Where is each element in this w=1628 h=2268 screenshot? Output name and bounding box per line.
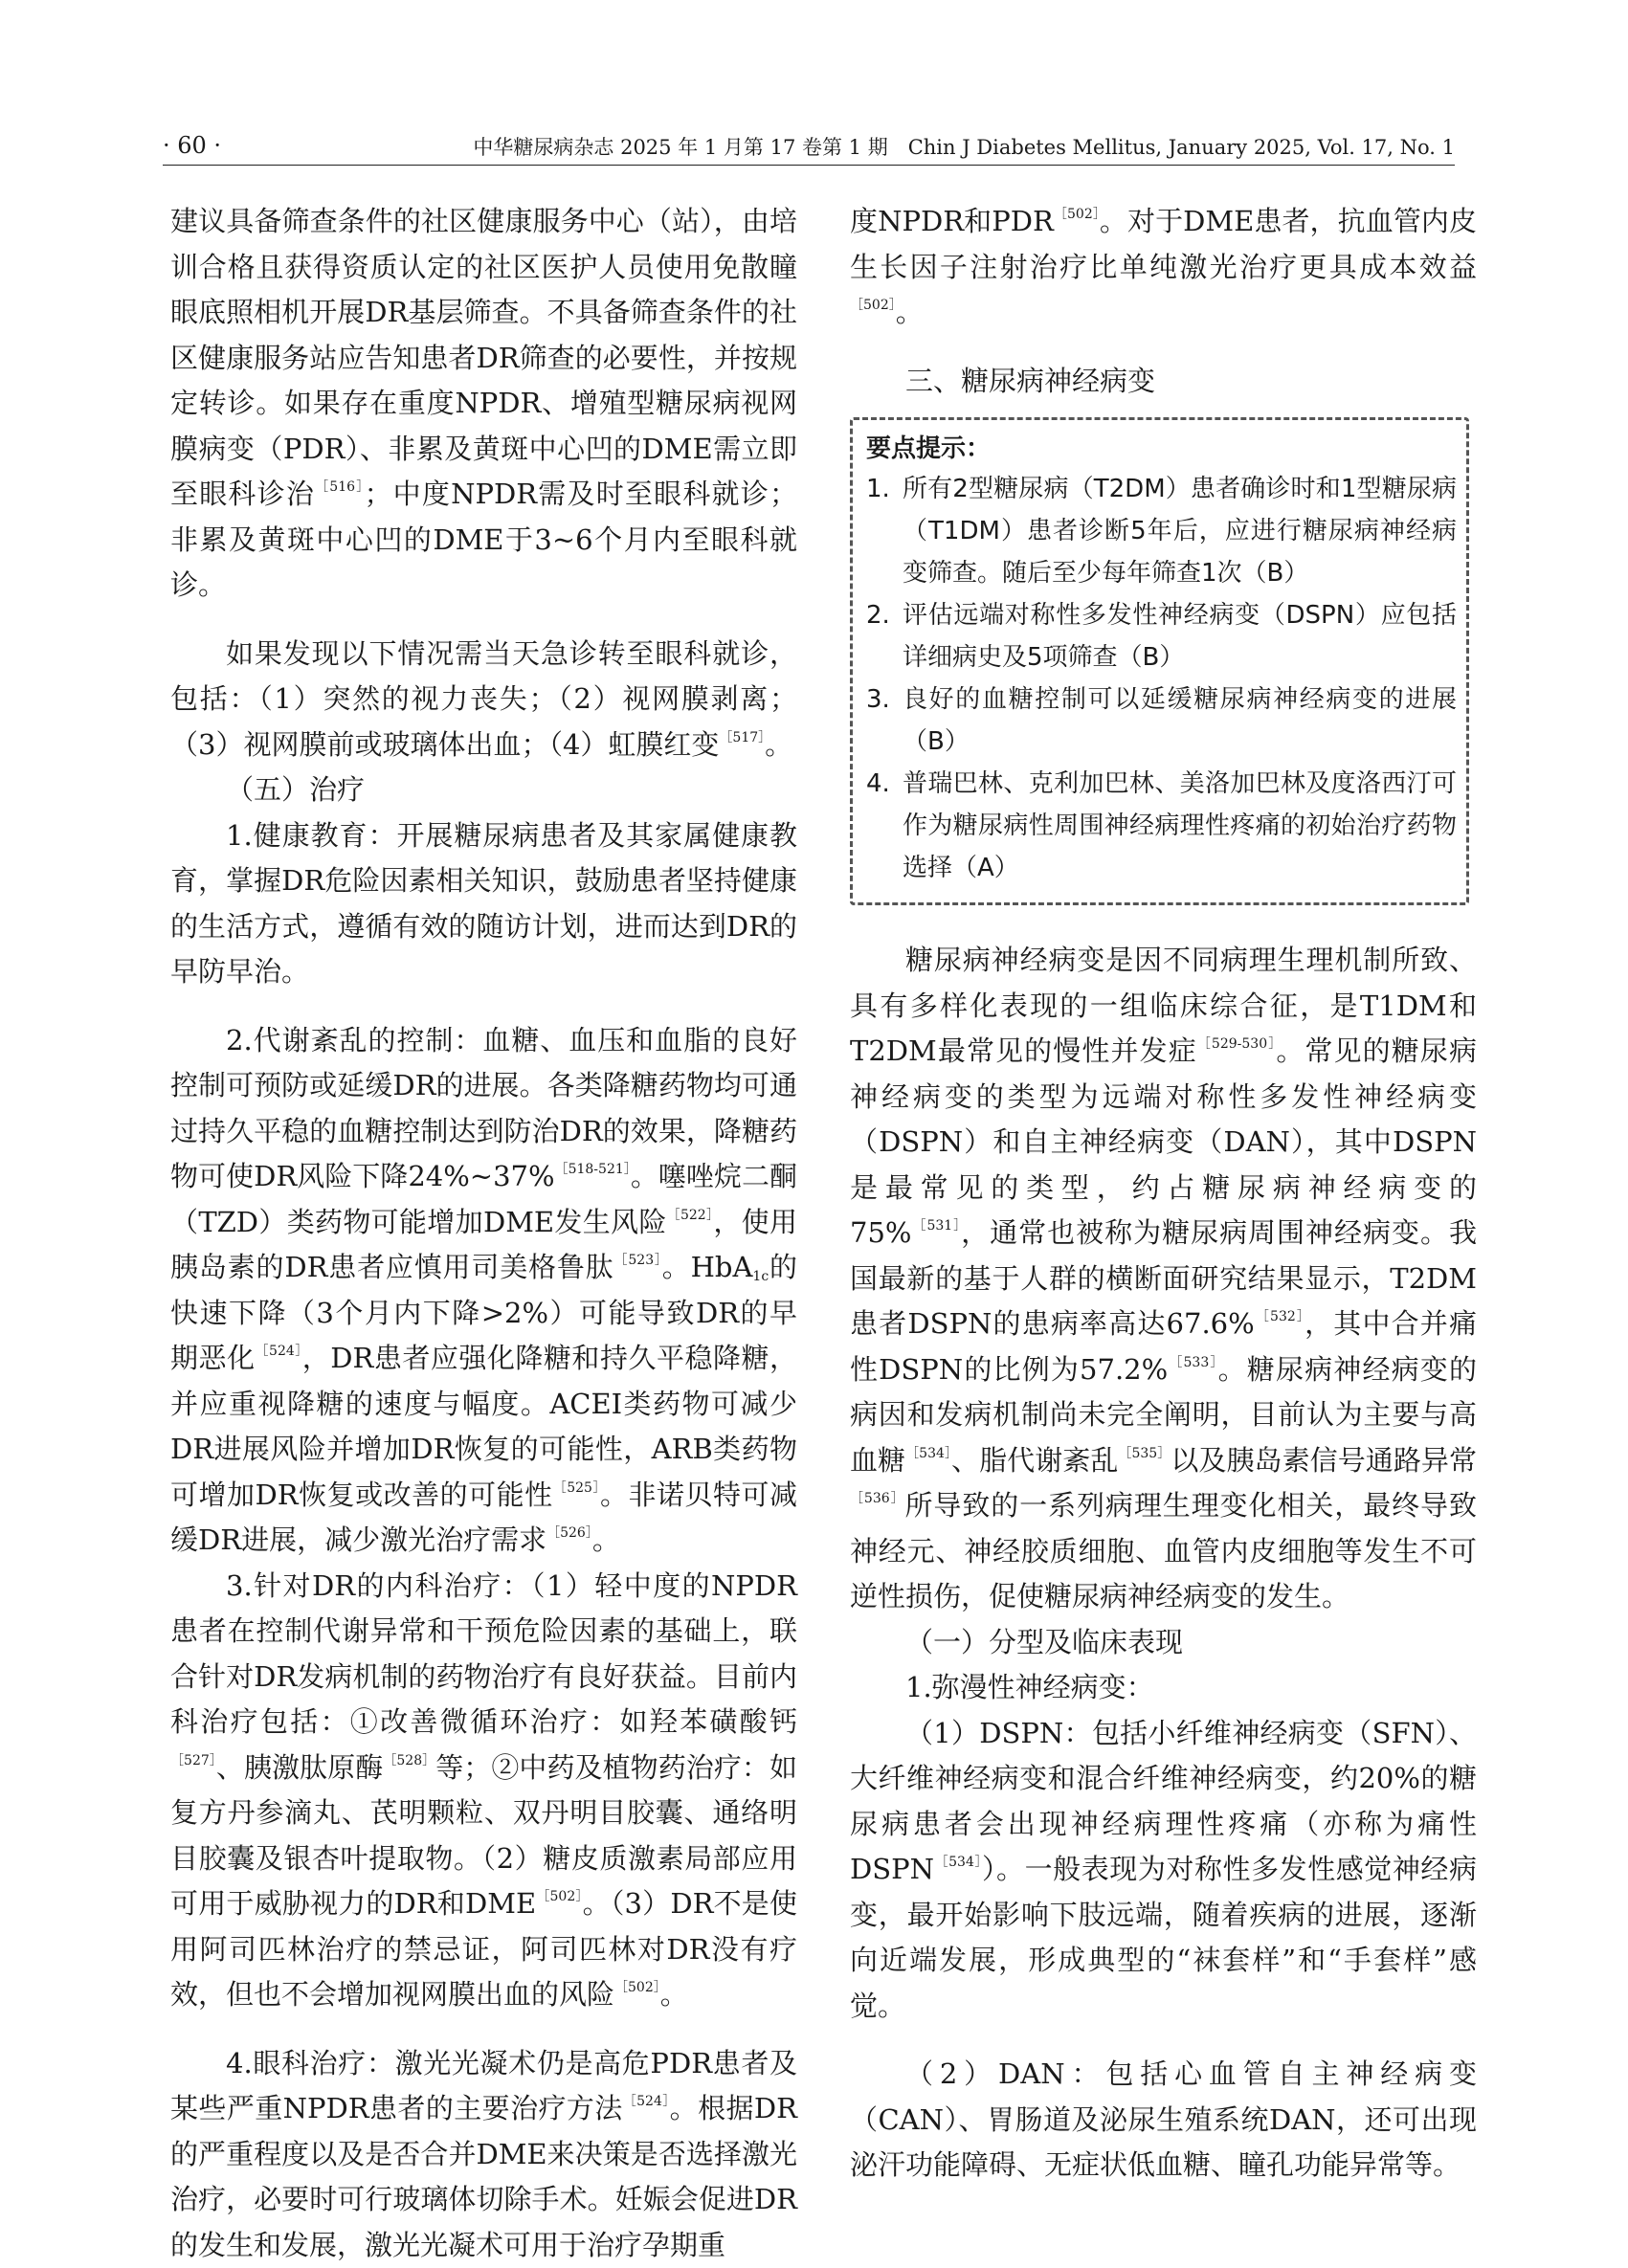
citation[interactable]: ［518-521］ bbox=[555, 1162, 631, 1177]
citation[interactable]: ［528］ bbox=[383, 1753, 435, 1768]
key-point-text: 普瑞巴林、克利加巴林、美洛加巴林及度洛西汀可作为糖尿病性周围神经病理性疼痛的初始治疗药物选择（A） bbox=[903, 763, 1457, 889]
subsection-heading: 1.弥漫性神经病变： bbox=[850, 1665, 1477, 1711]
citation[interactable]: ［522］ bbox=[667, 1208, 714, 1223]
citation[interactable]: ［535］ bbox=[1118, 1446, 1171, 1461]
key-point-number: 4. bbox=[866, 763, 903, 889]
citation[interactable]: ［534］ bbox=[934, 1855, 982, 1870]
paragraph: 糖尿病神经病变是因不同病理生理机制所致、具有多样化表现的一组临床综合征，是T1DM和T2DM最常见的慢性并发症$^{[529-530]}$。常见的糖尿病神经病变的类型为远端对称性多发性神经病变（DSPN）和自主神经病变（DAN），其中DSPN是最常见的类型，约占糖尿病神经病变的75%$^{[531]}$，通常也被称为糖尿病周围神经病变。我国最新的基于人群的横断面研究结果显示，T2DM患者DSPN的患病率高达67.6%$^{[532]}$，其中合并痛性DSPN的比例为57.2%$^{[533]}$。糖尿病神经病变的病因和发病机制尚未完全阐明，目前认为主要与高血糖$^{[534]}$、脂代谢紊乱$^{[535]}$以及胰岛素信号通路异常$^{[536]}$所导致的一系列病理生理变化相关，最终导致神经元、神经胶质细胞、血管内皮细胞等发生不可逆性损伤，促使糖尿病神经病变的发生。 bbox=[850, 938, 1477, 1620]
citation[interactable]: ［524］ bbox=[623, 2094, 670, 2109]
paragraph: （1）DSPN：包括小纤维神经病变（SFN）、大纤维神经病变和混合纤维神经病变，约20%的糖尿病患者会出现神经病理性疼痛（亦称为痛性$DSPN^{[534]}$）。一般表现为对称性多发性感觉神经病变，最开始影响下肢远端，随着疾病的进展，逐渐向近端发展，形成典型的“袜套样”和“手套样”感觉。 bbox=[850, 1711, 1477, 2030]
running-header bbox=[163, 132, 1455, 163]
key-point-item bbox=[866, 594, 1457, 678]
page-number: · 60 · bbox=[163, 132, 221, 159]
section-heading: 三、糖尿病神经病变 bbox=[850, 359, 1477, 405]
citation[interactable]: ［529-530］ bbox=[1197, 1036, 1277, 1052]
key-point-text: 良好的血糖控制可以延缓糖尿病神经病变的进展（B） bbox=[903, 678, 1457, 763]
citation[interactable]: ［524］ bbox=[256, 1344, 302, 1359]
paragraph: 如果发现以下情况需当天急诊转至眼科就诊，包括：（1）突然的视力丧失；（2）视网膜剥离；（3）视网膜前或玻璃体出血；（4）虹膜红变$^{[517]}$。 bbox=[170, 632, 797, 768]
citation[interactable]: ［502］ bbox=[1054, 207, 1100, 222]
key-point-text: 评估远端对称性多发性神经病变（DSPN）应包括详细病史及5项筛查（B） bbox=[903, 594, 1457, 678]
key-point-number: 3. bbox=[866, 678, 903, 763]
citation[interactable]: ［531］ bbox=[911, 1218, 961, 1234]
citation[interactable]: ［534］ bbox=[905, 1446, 951, 1461]
paragraph: （2）DAN：包括心血管自主神经病变（CAN）、胃肠道及泌尿生殖系统DAN，还可出现泌汗功能障碍、无症状低血糖、瞳孔功能异常等。 bbox=[850, 2052, 1477, 2189]
citation[interactable]: ［502］ bbox=[614, 1980, 660, 1995]
section-heading: （一）分型及临床表现 bbox=[850, 1620, 1477, 1666]
key-points-box bbox=[850, 417, 1469, 905]
citation[interactable]: ［523］ bbox=[614, 1253, 662, 1268]
citation[interactable]: ［536］ bbox=[850, 1491, 904, 1506]
citation[interactable]: ［502］ bbox=[536, 1889, 583, 1904]
journal-info: 中华糖尿病杂志 2025 年 1 月第 17 卷第 1 期 Chin J Diabetes Mellitus, January 2025, Vol. 17, No. 1 bbox=[473, 132, 1455, 161]
key-point-text: 所有2型糖尿病（T2DM）患者确诊时和1型糖尿病（T1DM）患者诊断5年后，应进行糖尿病神经病变筛查。随后至少每年筛查1次（B） bbox=[903, 468, 1457, 594]
citation[interactable]: ［502］ bbox=[850, 298, 896, 313]
paragraph: 建议具备筛查条件的社区健康服务中心（站），由培训合格且获得资质认定的社区医护人员使用免散瞳眼底照相机开展DR基层筛查。不具备筛查条件的社区健康服务站应告知患者DR筛查的必要性，并按规定转诊。如果存在重度NPDR、增殖型糖尿病视网膜病变（PDR）、非累及黄斑中心凹的DME需立即至眼科诊治$^{[516]}$；中度NPDR需及时至眼科就诊；非累及黄斑中心凹的DME于3~6个月内至眼科就诊。 bbox=[170, 199, 797, 609]
subscript: 1c bbox=[752, 1269, 769, 1284]
key-point-number: 2. bbox=[866, 594, 903, 678]
paragraph: 度NPDR和$PDR^{[502]}$。对于DME患者，抗血管内皮生长因子注射治疗比单纯激光治疗更具成本效益$^{[502]}$。 bbox=[850, 199, 1477, 336]
citation[interactable]: ［533］ bbox=[1168, 1355, 1217, 1370]
citation[interactable]: ［526］ bbox=[546, 1525, 592, 1541]
paragraph: 2.代谢紊乱的控制：血糖、血压和血脂的良好控制可预防或延缓DR的进展。各类降糖药物均可通过持久平稳的血糖控制达到防治DR的效果，降糖药物可使DR风险下降24%~37%$^{[518-521]}$。噻唑烷二酮（TZD）类药物可能增加DME发生风险$^{[522]}$，使用胰岛素的DR患者应慎用司美格鲁肽$^{[523]}$。HbA$_{1c}$的快速下降（3个月内下降>2%）可能导致DR的早期恶化$^{[524]}$，DR患者应强化降糖和持久平稳降糖，并应重视降糖的速度与幅度。ACEI类药物可减少DR进展风险并增加DR恢复的可能性，ARB类药物可增加DR恢复或改善的可能性$^{[525]}$。非诺贝特可减缓DR进展，减少激光治疗需求$^{[526]}$。 bbox=[170, 1018, 797, 1564]
key-point-item bbox=[866, 763, 1457, 889]
right-column bbox=[850, 199, 1477, 2189]
citation[interactable]: ［532］ bbox=[1255, 1309, 1305, 1324]
paragraph: 1.健康教育：开展糖尿病患者及其家属健康教育，掌握DR危险因素相关知识，鼓励患者坚持健康的生活方式，遵循有效的随访计划，进而达到DR的早防早治。 bbox=[170, 813, 797, 995]
key-point-item bbox=[866, 678, 1457, 763]
key-points-title: 要点提示： bbox=[866, 430, 1457, 468]
citation[interactable]: ［517］ bbox=[719, 730, 765, 745]
left-column bbox=[170, 199, 797, 2268]
citation[interactable]: ［516］ bbox=[315, 479, 364, 495]
section-heading: （五）治疗 bbox=[170, 767, 797, 813]
citation[interactable]: ［525］ bbox=[553, 1480, 600, 1496]
header-rule bbox=[163, 165, 1455, 166]
paragraph: 3.针对DR的内科治疗：（1）轻中度的NPDR患者在控制代谢异常和干预危险因素的基础上，联合针对DR发病机制的药物治疗有良好获益。目前内科治疗包括：①改善微循环治疗：如羟苯磺酸钙$^{[527]}$、胰激肽原酶$^{[528]}$等；②中药及植物药治疗：如复方丹参滴丸、芪明颗粒、双丹明目胶囊、通络明目胶囊及银杏叶提取物。（2）糖皮质激素局部应用可用于威胁视力的DR和$DME^{[502]}$。（3）DR不是使用阿司匹林治疗的禁忌证，阿司匹林对DR没有疗效，但也不会增加视网膜出血的风险$^{[502]}$。 bbox=[170, 1564, 797, 2018]
key-point-number: 1. bbox=[866, 468, 903, 594]
citation[interactable]: ［527］ bbox=[170, 1753, 216, 1768]
paragraph: 4.眼科治疗：激光光凝术仍是高危PDR患者及某些严重NPDR患者的主要治疗方法$^{[524]}$。根据DR的严重程度以及是否合并DME来决策是否选择激光治疗，必要时可行玻璃体切除手术。妊娠会促进DR的发生和发展，激光光凝术可用于治疗孕期重 bbox=[170, 2041, 797, 2268]
key-point-item bbox=[866, 468, 1457, 594]
